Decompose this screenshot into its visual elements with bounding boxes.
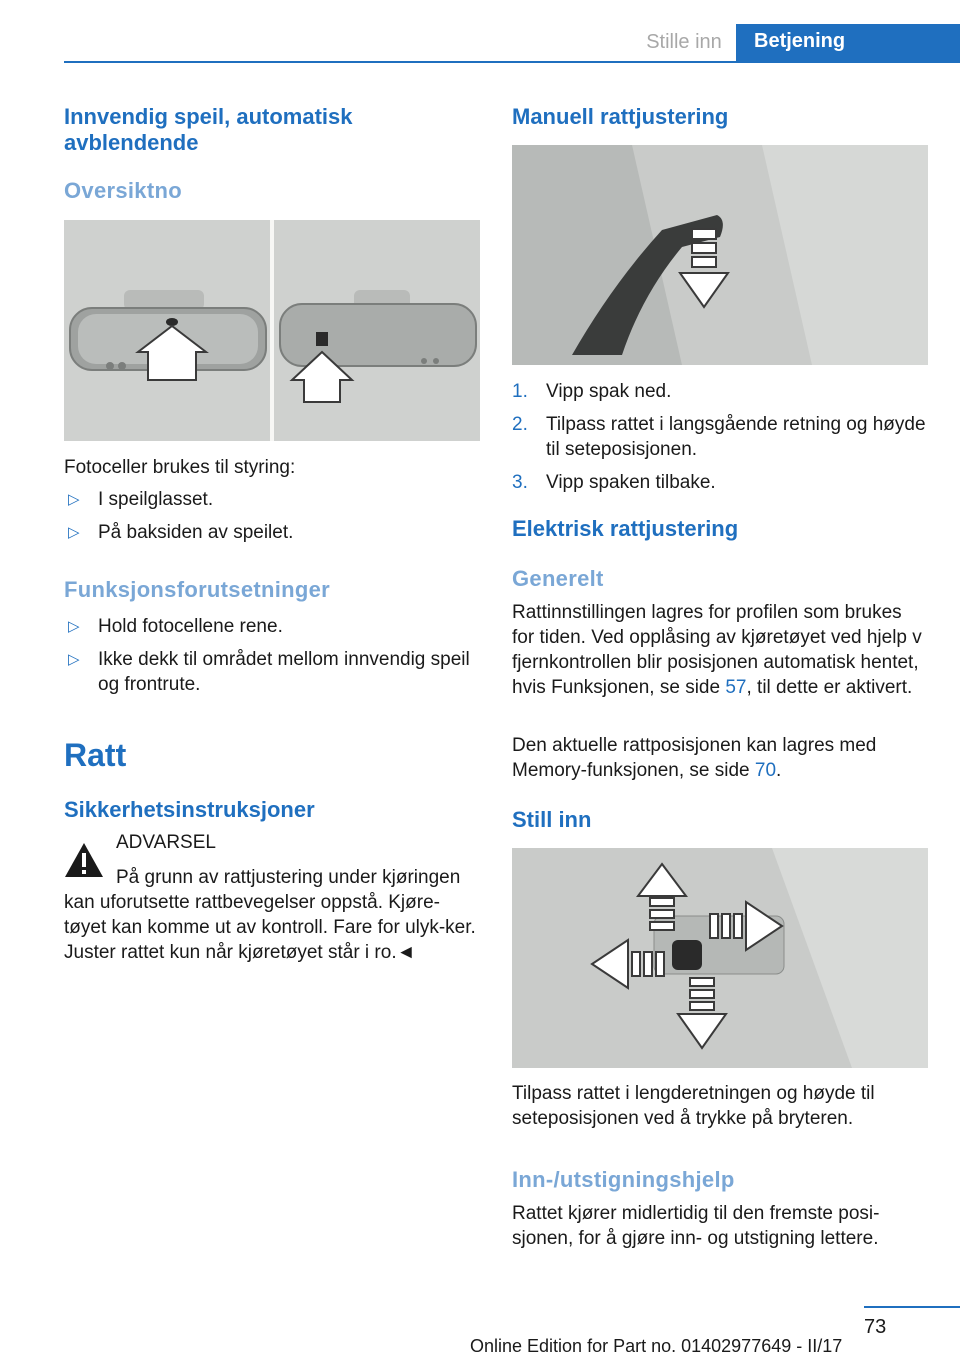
overview-heading: Oversiktno — [64, 178, 182, 203]
warning-title: ADVARSEL — [116, 832, 216, 853]
list-item: 3. Vipp spaken tilbake. — [512, 472, 716, 493]
list-item: ▷ I speilglasset. — [68, 489, 214, 510]
triangle-bullet-icon: ▷ — [68, 651, 80, 668]
general-heading: Generelt — [512, 566, 604, 591]
list-item: ▷ På baksiden av speilet. — [68, 522, 294, 543]
electric-adjust-heading: Elektrisk rattjustering — [512, 516, 739, 541]
mirror-illustration — [64, 220, 480, 441]
manual-lever-illustration — [512, 145, 928, 365]
triangle-bullet-icon: ▷ — [68, 618, 80, 635]
electric-switch-illustration — [512, 848, 928, 1068]
manual-steps-list — [512, 379, 928, 503]
list-item: 1. Vipp spak ned. — [512, 381, 672, 402]
header-rule — [64, 61, 960, 63]
list-item: 2. Tilpass rattet i langsgående retning og høyde til seteposisjonen. — [512, 414, 926, 460]
function-requirements-heading: Funksjonsforutsetninger — [64, 577, 331, 602]
header-chapter-tab: Betjening — [736, 24, 960, 63]
page-number: 73 — [864, 1316, 887, 1338]
ratt-heading: Ratt — [64, 737, 127, 773]
list-item: ▷ Hold fotocellene rene. — [68, 616, 283, 637]
mirror-heading: Innvendig speil, automatisk avblendende — [64, 104, 353, 155]
warning-text: På grunn av rattjustering under kjøringen kan uforutsette rattbevegelser oppstå. Kjøre-tøyet kan komme ut av kontroll. Fare for ulyk-ker. Juster rattet kun når kjøretøyet står i ro.◄ — [64, 867, 476, 963]
function-requirements-list — [64, 614, 480, 705]
set-heading: Still inn — [512, 807, 592, 832]
general-paragraph-1: Rattinnstillingen lagres for profilen som brukes for tiden. Ved opplåsing av kjøretøyet ved hjelp v fjernkontrollen blir posisjonen automatisk hentet, hvis Funksjonen, se side 57, til dette er aktivert. — [512, 602, 922, 698]
page-link-70[interactable]: 70 — [754, 760, 777, 781]
triangle-bullet-icon: ▷ — [68, 491, 80, 508]
entry-assist-heading: Inn-/utstigningshjelp — [512, 1167, 735, 1192]
general-paragraph-2: Den aktuelle rattposisjonen kan lagres med Memory-funksjonen, se side 70. — [512, 735, 877, 781]
entry-assist-text: Rattet kjører midlertidig til den fremste posi-sjonen, for å gjøre inn- og utstigning lettere. — [512, 1203, 880, 1249]
safety-heading: Sikkerhetsinstruksjoner — [64, 797, 315, 822]
list-item: ▷ Ikke dekk til området mellom innvendig speil og frontrute. — [68, 649, 470, 695]
photocell-list — [64, 487, 480, 553]
manual-adjust-heading: Manuell rattjustering — [512, 104, 729, 129]
header-section-label: Stille inn — [646, 31, 722, 53]
footer-rule — [864, 1306, 960, 1308]
page-link-57[interactable]: 57 — [725, 677, 747, 698]
set-text: Tilpass rattet i lengderetningen og høyde til seteposisjonen ved å trykke på bryteren. — [512, 1083, 875, 1129]
photocell-intro: Fotoceller brukes til styring: — [64, 457, 296, 478]
edition-footer: Online Edition for Part no. 01402977649 - II/17 — [470, 1336, 843, 1356]
triangle-bullet-icon: ▷ — [68, 524, 80, 541]
